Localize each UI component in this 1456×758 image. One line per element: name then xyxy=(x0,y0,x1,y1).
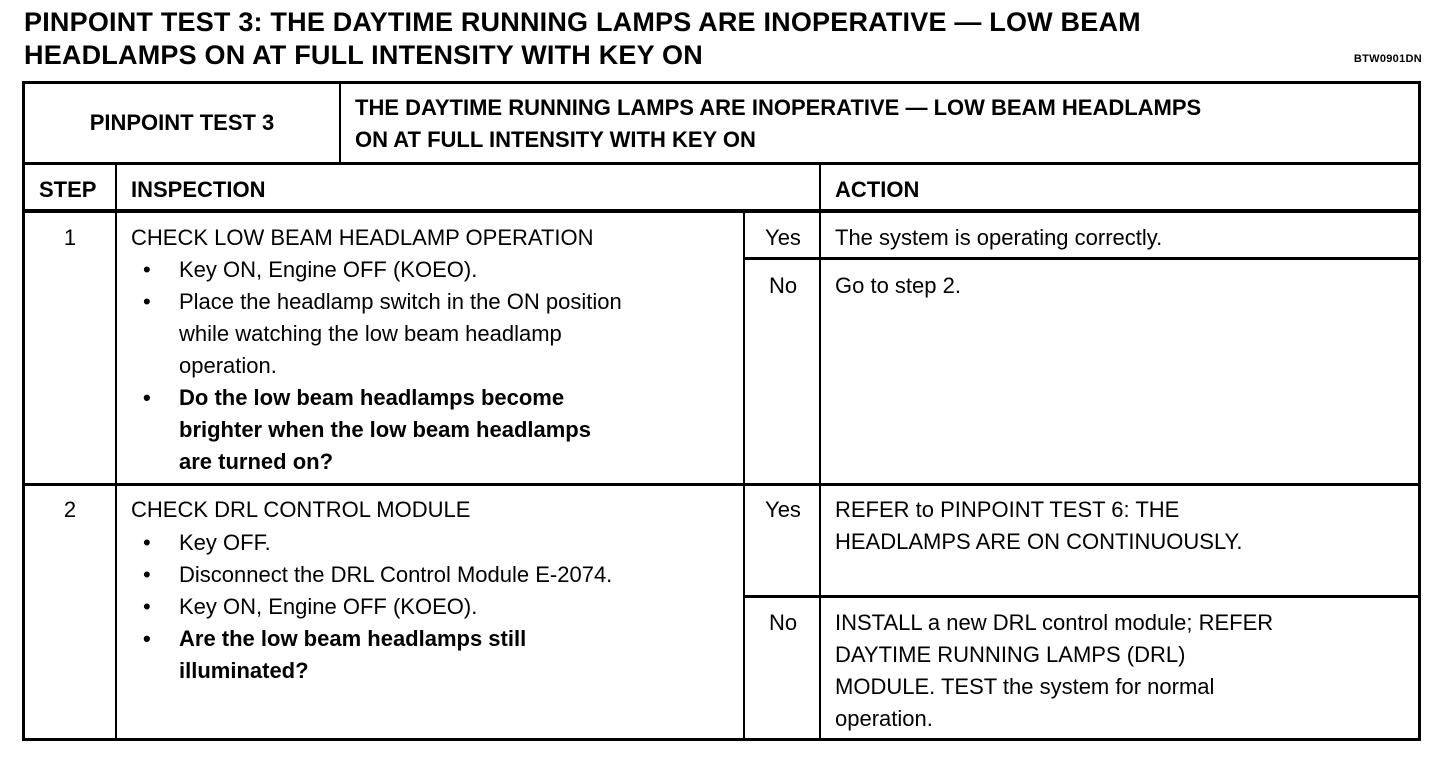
action-yes xyxy=(835,222,1410,254)
step-number: 2 xyxy=(63,497,77,522)
bullet-line: Place the headlamp switch in the ON position xyxy=(179,289,622,314)
bullet-line: Are the low beam headlamps still xyxy=(179,626,527,651)
bullet-item xyxy=(131,591,741,623)
bullet-line: illuminated? xyxy=(179,658,309,683)
action-no xyxy=(835,270,1410,302)
action-line: INSTALL a new DRL control module; REFER xyxy=(835,610,1274,635)
divider-step-1-yes-no xyxy=(745,257,1421,260)
step-bullets xyxy=(131,254,741,478)
bullet-line: brighter when the low beam headlamps xyxy=(179,417,591,442)
bullet-dot-icon: • xyxy=(143,530,151,555)
bullet-dot-icon: • xyxy=(143,562,151,587)
bullet-dot-icon: • xyxy=(143,257,151,282)
figure-code: BTW0901DN xyxy=(1353,53,1422,65)
bullet-dot-icon: • xyxy=(143,594,151,619)
step-heading: CHECK DRL CONTROL MODULE xyxy=(131,497,471,522)
bullet-item xyxy=(131,286,741,382)
column-action: ACTION xyxy=(835,177,920,202)
bullet-dot-icon: • xyxy=(143,626,151,651)
bullet-line: are turned on? xyxy=(179,449,334,474)
action-line: operation. xyxy=(835,706,933,731)
bullet-line: operation. xyxy=(179,353,277,378)
step-number: 1 xyxy=(63,225,77,250)
page-title xyxy=(24,6,1324,72)
answer-no: No xyxy=(768,610,798,635)
bullet-item xyxy=(131,527,741,559)
answer-yes: Yes xyxy=(765,225,801,250)
divider-columns xyxy=(25,209,1418,213)
page-title-line-2: HEADLAMPS ON AT FULL INTENSITY WITH KEY ON xyxy=(24,40,703,70)
action-line: DAYTIME RUNNING LAMPS (DRL) xyxy=(835,642,1186,667)
answer-no: No xyxy=(768,273,798,298)
action-line: REFER to PINPOINT TEST 6: THE xyxy=(835,497,1180,522)
pinpoint-test-title-line-1: THE DAYTIME RUNNING LAMPS ARE INOPERATIVE — LOW BEAM HEADLAMPS xyxy=(355,95,1202,120)
action-line: The system is operating correctly. xyxy=(835,225,1163,250)
column-inspection: INSPECTION xyxy=(131,177,266,202)
bullet-line: while watching the low beam headlamp xyxy=(179,321,562,346)
step-bullets xyxy=(131,527,741,687)
column-step: STEP xyxy=(39,177,97,202)
action-line: HEADLAMPS ARE ON CONTINUOUSLY. xyxy=(835,529,1243,554)
bullet-line: Key ON, Engine OFF (KOEO). xyxy=(179,594,478,619)
pinpoint-test-label: PINPOINT TEST 3 xyxy=(25,84,341,162)
divider-step-col xyxy=(115,162,117,741)
answer-yes: Yes xyxy=(765,497,801,522)
action-no xyxy=(835,607,1410,735)
bullet-line: Key ON, Engine OFF (KOEO). xyxy=(179,257,478,282)
pinpoint-test-title xyxy=(355,92,1415,156)
step-heading: CHECK LOW BEAM HEADLAMP OPERATION xyxy=(131,225,594,250)
bullet-item-question xyxy=(131,623,741,687)
bullet-line: Disconnect the DRL Control Module E-2074. xyxy=(179,562,613,587)
divider-step-2-yes-no xyxy=(745,595,1421,598)
pinpoint-table xyxy=(22,81,1421,741)
action-line: Go to step 2. xyxy=(835,273,961,298)
action-line: MODULE. TEST the system for normal xyxy=(835,674,1215,699)
action-yes xyxy=(835,494,1410,558)
page-title-line-1: PINPOINT TEST 3: THE DAYTIME RUNNING LAMPS ARE INOPERATIVE — LOW BEAM xyxy=(24,7,1141,37)
bullet-line: Do the low beam headlamps become xyxy=(179,385,565,410)
divider-header xyxy=(25,162,1418,165)
pinpoint-test-title-line-2: ON AT FULL INTENSITY WITH KEY ON xyxy=(355,127,756,152)
bullet-dot-icon: • xyxy=(143,289,151,314)
bullet-item xyxy=(131,254,741,286)
bullet-item xyxy=(131,559,741,591)
bullet-dot-icon: • xyxy=(143,385,151,410)
bullet-item-question xyxy=(131,382,741,478)
bullet-line: Key OFF. xyxy=(179,530,271,555)
divider-step-2 xyxy=(25,483,1418,486)
